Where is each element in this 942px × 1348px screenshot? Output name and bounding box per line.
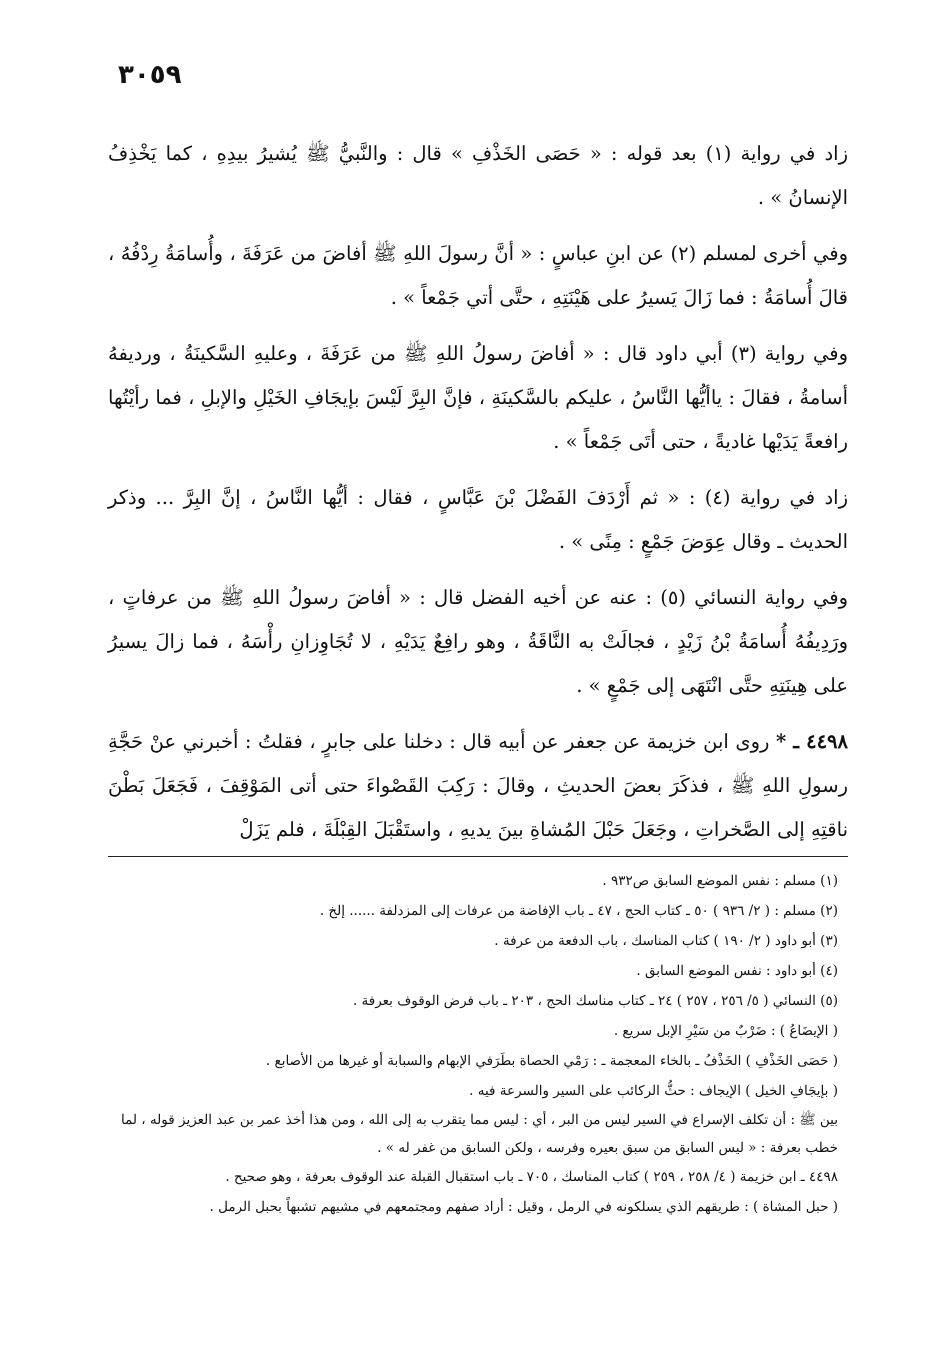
footnote-1: (١) مسلم : نفس الموضع السابق ص٩٣٢ . — [602, 873, 838, 889]
footnote-3: (٣) أبو داود ( ٢/ ١٩٠ ) كتاب المناسك ، باب الدفعة من عرفة . — [494, 933, 838, 949]
paragraph-3: وفي رواية (٣) أبي داود قال : « أفاضَ رسولُ اللهِ ﷺ من عَرَفَةَ ، وعليهِ السَّكينَةُ ، ورديفهُ أسامةُ ، فقالَ : ياأيُّها النَّاسُ ، عليكم بالسَّكينَةِ ، فإنَّ البِرَّ لَيْسَ بإيجَافِ الخَيْلِ والإبلِ ، فما رأيْتُها رافعةً يَدَيْها غاديةً ، حتى أتَى جَمْعاً » . — [108, 342, 848, 453]
gloss-ijaf: ( بإيجَافِ الخيل ) الإيجاف : حثُّ الركائب على السير والسرعة فيه . — [469, 1083, 838, 1099]
gloss-idaa: ( الإيضَاعُ ) : ضَرْبٌ من سَيْرِ الإبل سريع . — [613, 1023, 838, 1039]
paragraph-1: زاد في رواية (١) بعد قوله : « حَصَى الخَذْفِ » قال : والنَّبيُّ ﷺ يُشيرُ بيدِهِ ، كما يَخْذِفُ الإنسانُ » . — [108, 142, 848, 209]
gloss-hasa-alkhadhf: ( حَصَى الخَذْفِ ) الخَذْفُ ـ بالخاء المعجمة ـ : رَمْي الحصاة بطَرَفي الإبهام والسبابة أو غيرها من الأصابع . — [265, 1053, 838, 1069]
paragraph-5: وفي رواية النسائي (٥) : عنه عن أخيه الفضل قال : « أفاضَ رسولُ اللهِ ﷺ من عرفاتٍ ، ورَدِيفُهُ أُسامَةُ بْنُ زَيْدٍ ، فجالَتْ به النَّاقَةُ ، وهو رافِعٌ يَدَيْهِ ، لا تُجَاوِزانِ رأْسَهُ ، فما زالَ يسيرُ على هِينَتِهِ حتَّى انْتَهَى إلى جَمْعٍ » . — [108, 586, 848, 697]
main-text — [108, 132, 848, 864]
footnotes — [118, 866, 838, 1222]
hadith-paragraph — [108, 720, 848, 852]
footnote-2: (٢) مسلم : ( ٢/ ٩٣٦ ) ٥٠ ـ كتاب الحج ، ٤٧ ـ باب الإفاضة من عرفات إلى المزدلفة ...... إلخ . — [319, 903, 838, 919]
hadith-number: ٤٤٩٨ ـ * — [775, 730, 848, 753]
footnote-4: (٤) أبو داود : نفس الموضع السابق . — [636, 963, 838, 979]
footnote-5: (٥) النسائي ( ٥/ ٢٥٦ ، ٢٥٧ ) ٢٤ ـ كتاب مناسك الحج ، ٢٠٣ ـ باب فرض الوقوف بعرفة . — [352, 993, 838, 1009]
paragraph-2: وفي أخرى لمسلم (٢) عن ابنِ عباسٍ : « أنَّ رسولَ اللهِ ﷺ أفاضَ من عَرَفَةَ ، وأُسامَةُ رِدْفُهُ ، قالَ أُسامَةُ : فما زَالَ يَسيرُ على هَيْنَتِهِ ، حتَّى أتي جَمْعاً » . — [108, 242, 848, 309]
footnote-separator — [108, 856, 848, 857]
gloss-habl-almushat: ( حبل المشاة ) : طريقهم الذي يسلكونه في الرمل ، وقيل : أراد صفهم ومجتمعهم في مشيهم تشبهاً بحبل الرمل . — [209, 1199, 838, 1215]
page-number: ٣٠٥٩ — [118, 60, 182, 90]
hadith-text: روى ابن خزيمة عن جعفر عن أبيه قال : دخلنا على جابرٍ ، فقلتُ : أخبرني عنْ حَجَّةِ رسولِ اللهِ ﷺ ، فذكَرَ بعضَ الحديثِ ، وقالَ : رَكِبَ القَصْواءَ حتى أتى المَوْقِفَ ، فَجَعَلَ بَطْنَ ناقتِهِ إلى الصَّخراتِ ، وجَعَلَ حَبْلَ المُشاةِ بينَ يديهِ ، واستَقْبَلَ القِبْلَةَ ، فلم يَزَلْ — [108, 730, 848, 841]
paragraph-4: زاد في رواية (٤) : « ثم أَرْدَفَ الفَضْلَ بْنَ عَبَّاسٍ ، فقال : أيُّها النَّاسُ ، إنَّ البِرَّ ... وذكر الحديث ـ وقال عِوَضَ جَمْعٍ : مِنًى » . — [108, 486, 848, 553]
footnote-4498: ٤٤٩٨ ـ ابن خزيمة ( ٤/ ٢٥٨ ، ٢٥٩ ) كتاب المناسك ، ٧٠٥ ـ باب استقبال القبلة عند الوقوف بعرفة ، وهو صحيح . — [225, 1169, 838, 1185]
gloss-explanation: بين ﷺ : أن تكلف الإسراع في السير ليس من البر ، أي : ليس مما يتقرب به إلى الله ، ومن هذا أخذ عمر بن عبد العزيز قوله ، لما خطب بعرفة : « ليس السابق من سبق بعيره وفرسه ، ولكن السابق من غفر له » . — [120, 1112, 838, 1156]
